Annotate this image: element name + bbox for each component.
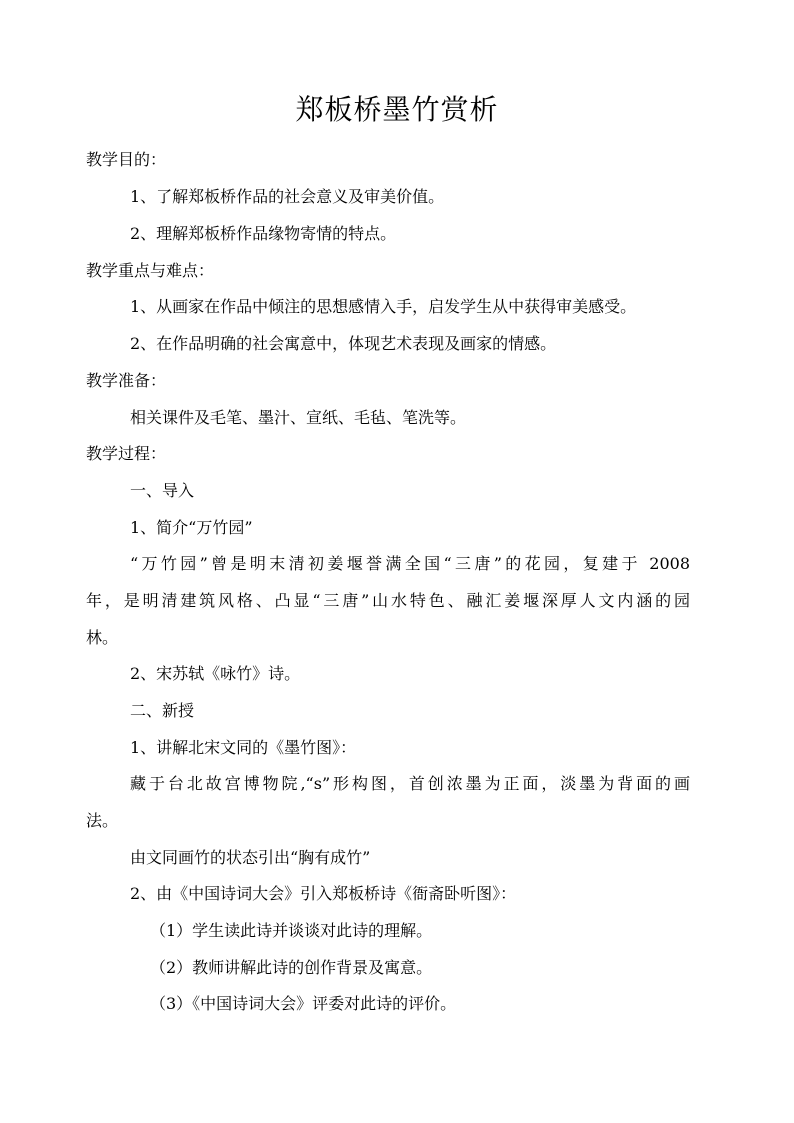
paragraph-wanzhuyuan-line-3: 林。 [86, 628, 119, 647]
heading-teaching-goals: 教学目的： [86, 150, 167, 169]
heading-preparation: 教学准备： [86, 371, 167, 390]
new-teaching-item-2: 2、由《中国诗词大会》引入郑板桥诗《衙斋卧听图》： [130, 884, 517, 903]
poem-step-2: （2）教师讲解此诗的创作背景及寓意。 [150, 958, 433, 977]
goal-item-1: 1、了解郑板桥作品的社会意义及审美价值。 [130, 187, 445, 206]
preparation-text: 相关课件及毛笔、墨汁、宣纸、毛毡、笔洗等。 [130, 408, 467, 427]
paragraph-wentong-line-1: 藏于台北故宫博物院,“s”形构图，首创浓墨为正面，淡墨为背面的画 [130, 774, 690, 793]
poem-step-1: （1）学生读此诗并谈谈对此诗的理解。 [150, 921, 433, 940]
new-teaching-item-1: 1、讲解北宋文同的《墨竹图》： [130, 738, 357, 757]
key-point-item-2: 2、在作品明确的社会寓意中，体现艺术表现及画家的情感。 [130, 334, 557, 353]
goal-item-2: 2、理解郑板桥作品缘物寄情的特点。 [130, 224, 397, 243]
section-introduction: 一、导入 [130, 481, 195, 500]
paragraph-wanzhuyuan-line-2: 年，是明清建筑风格、凸显“三唐”山水特色、融汇姜堰深厚人文内涵的园 [86, 591, 690, 610]
intro-item-1: 1、简介“万竹园” [130, 518, 253, 537]
paragraph-wentong-line-2: 法。 [86, 811, 119, 830]
intro-item-2: 2、宋苏轼《咏竹》诗。 [130, 664, 301, 683]
poem-step-3: （3）《中国诗词大会》评委对此诗的评价。 [150, 994, 457, 1013]
heading-process: 教学过程： [86, 444, 167, 463]
document-title: 郑板桥墨竹赏析 [295, 93, 499, 126]
key-point-item-1: 1、从画家在作品中倾注的思想感情入手，启发学生从中获得审美感受。 [130, 297, 637, 316]
paragraph-wanzhuyuan-line-1: “万竹园”曾是明末清初姜堰誉满全国“三唐”的花园，复建于 2008 [130, 554, 690, 573]
paragraph-bamboo-in-mind: 由文同画竹的状态引出“胸有成竹” [130, 848, 371, 867]
heading-key-points: 教学重点与难点： [86, 261, 215, 280]
section-new-teaching: 二、新授 [130, 701, 195, 720]
